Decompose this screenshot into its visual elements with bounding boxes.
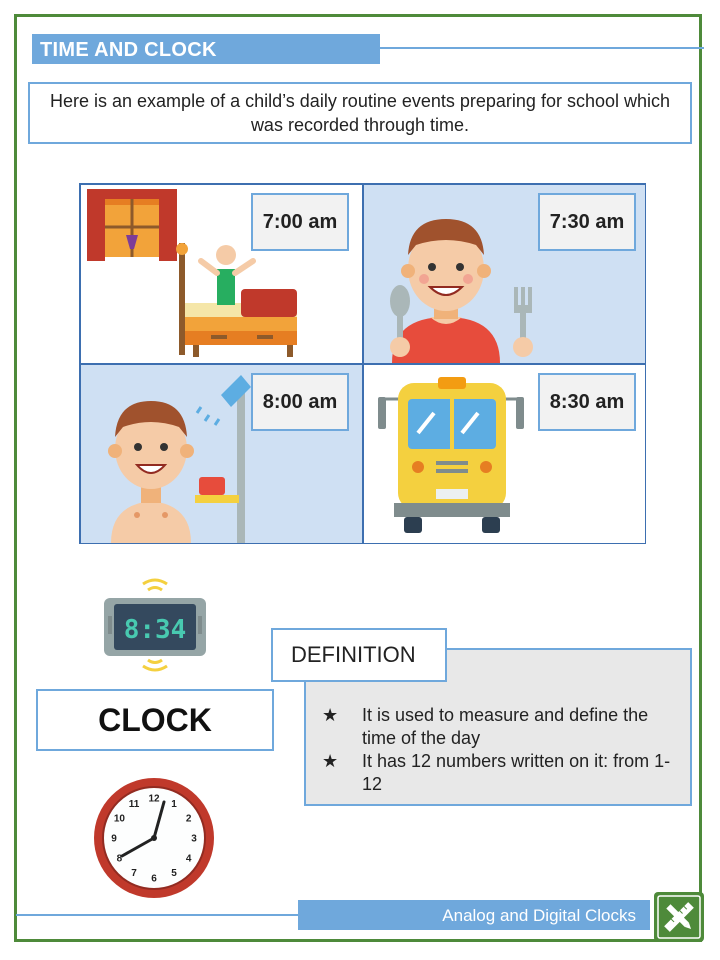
- clock-number: 3: [191, 833, 197, 845]
- routine-grid: [79, 183, 646, 544]
- clock-number: 7: [131, 868, 137, 880]
- time-label: 7:30 am: [538, 193, 636, 251]
- clock-number: 2: [185, 813, 192, 825]
- definition-title-box: [271, 628, 447, 682]
- school-bus-icon: [364, 365, 542, 543]
- clock-number: 9: [111, 833, 117, 845]
- time-label: 7:00 am: [251, 193, 349, 251]
- star-icon: ★: [322, 705, 339, 725]
- page-title: TIME AND CLOCK: [40, 39, 217, 61]
- digital-display: 8:34: [123, 615, 187, 645]
- clock-number: 1: [171, 798, 177, 810]
- clock-number: 11: [128, 798, 140, 810]
- analog-clock-icon: [92, 776, 216, 900]
- clock-label-box: [36, 689, 274, 751]
- intro-text: Here is an example of a child’s daily routine events preparing for school which was recorded through time.: [50, 91, 670, 135]
- digital-clock-icon: [100, 574, 210, 680]
- routine-cell: [81, 365, 364, 543]
- time-label: 8:30 am: [538, 373, 636, 431]
- definition-title: DEFINITION: [291, 642, 416, 667]
- clock-label: CLOCK: [98, 701, 212, 738]
- routine-cell: [364, 185, 645, 365]
- clock-number: 10: [113, 813, 125, 825]
- routine-cell: [81, 185, 364, 365]
- routine-cell: [364, 365, 645, 543]
- header-line: [380, 47, 704, 49]
- time-label: 8:00 am: [251, 373, 349, 431]
- clock-number: 4: [185, 853, 192, 865]
- definition-item: ★ It has 12 numbers written on it: from 1-12: [322, 751, 671, 794]
- footer-text: Analog and Digital Clocks: [442, 906, 636, 925]
- intro-box: [28, 82, 692, 144]
- shower-boy-icon: [81, 365, 259, 543]
- star-icon: ★: [322, 751, 339, 771]
- clock-number: 5: [171, 868, 177, 880]
- clock-number: 12: [148, 793, 160, 805]
- clock-number: 8: [116, 853, 123, 865]
- definition-item: ★ It is used to measure and define the time of the day: [322, 705, 649, 748]
- definition-list: [316, 704, 686, 796]
- pencil-ruler-logo-icon: [654, 892, 704, 942]
- footer-line: [16, 914, 300, 916]
- clock-number: 6: [151, 873, 157, 885]
